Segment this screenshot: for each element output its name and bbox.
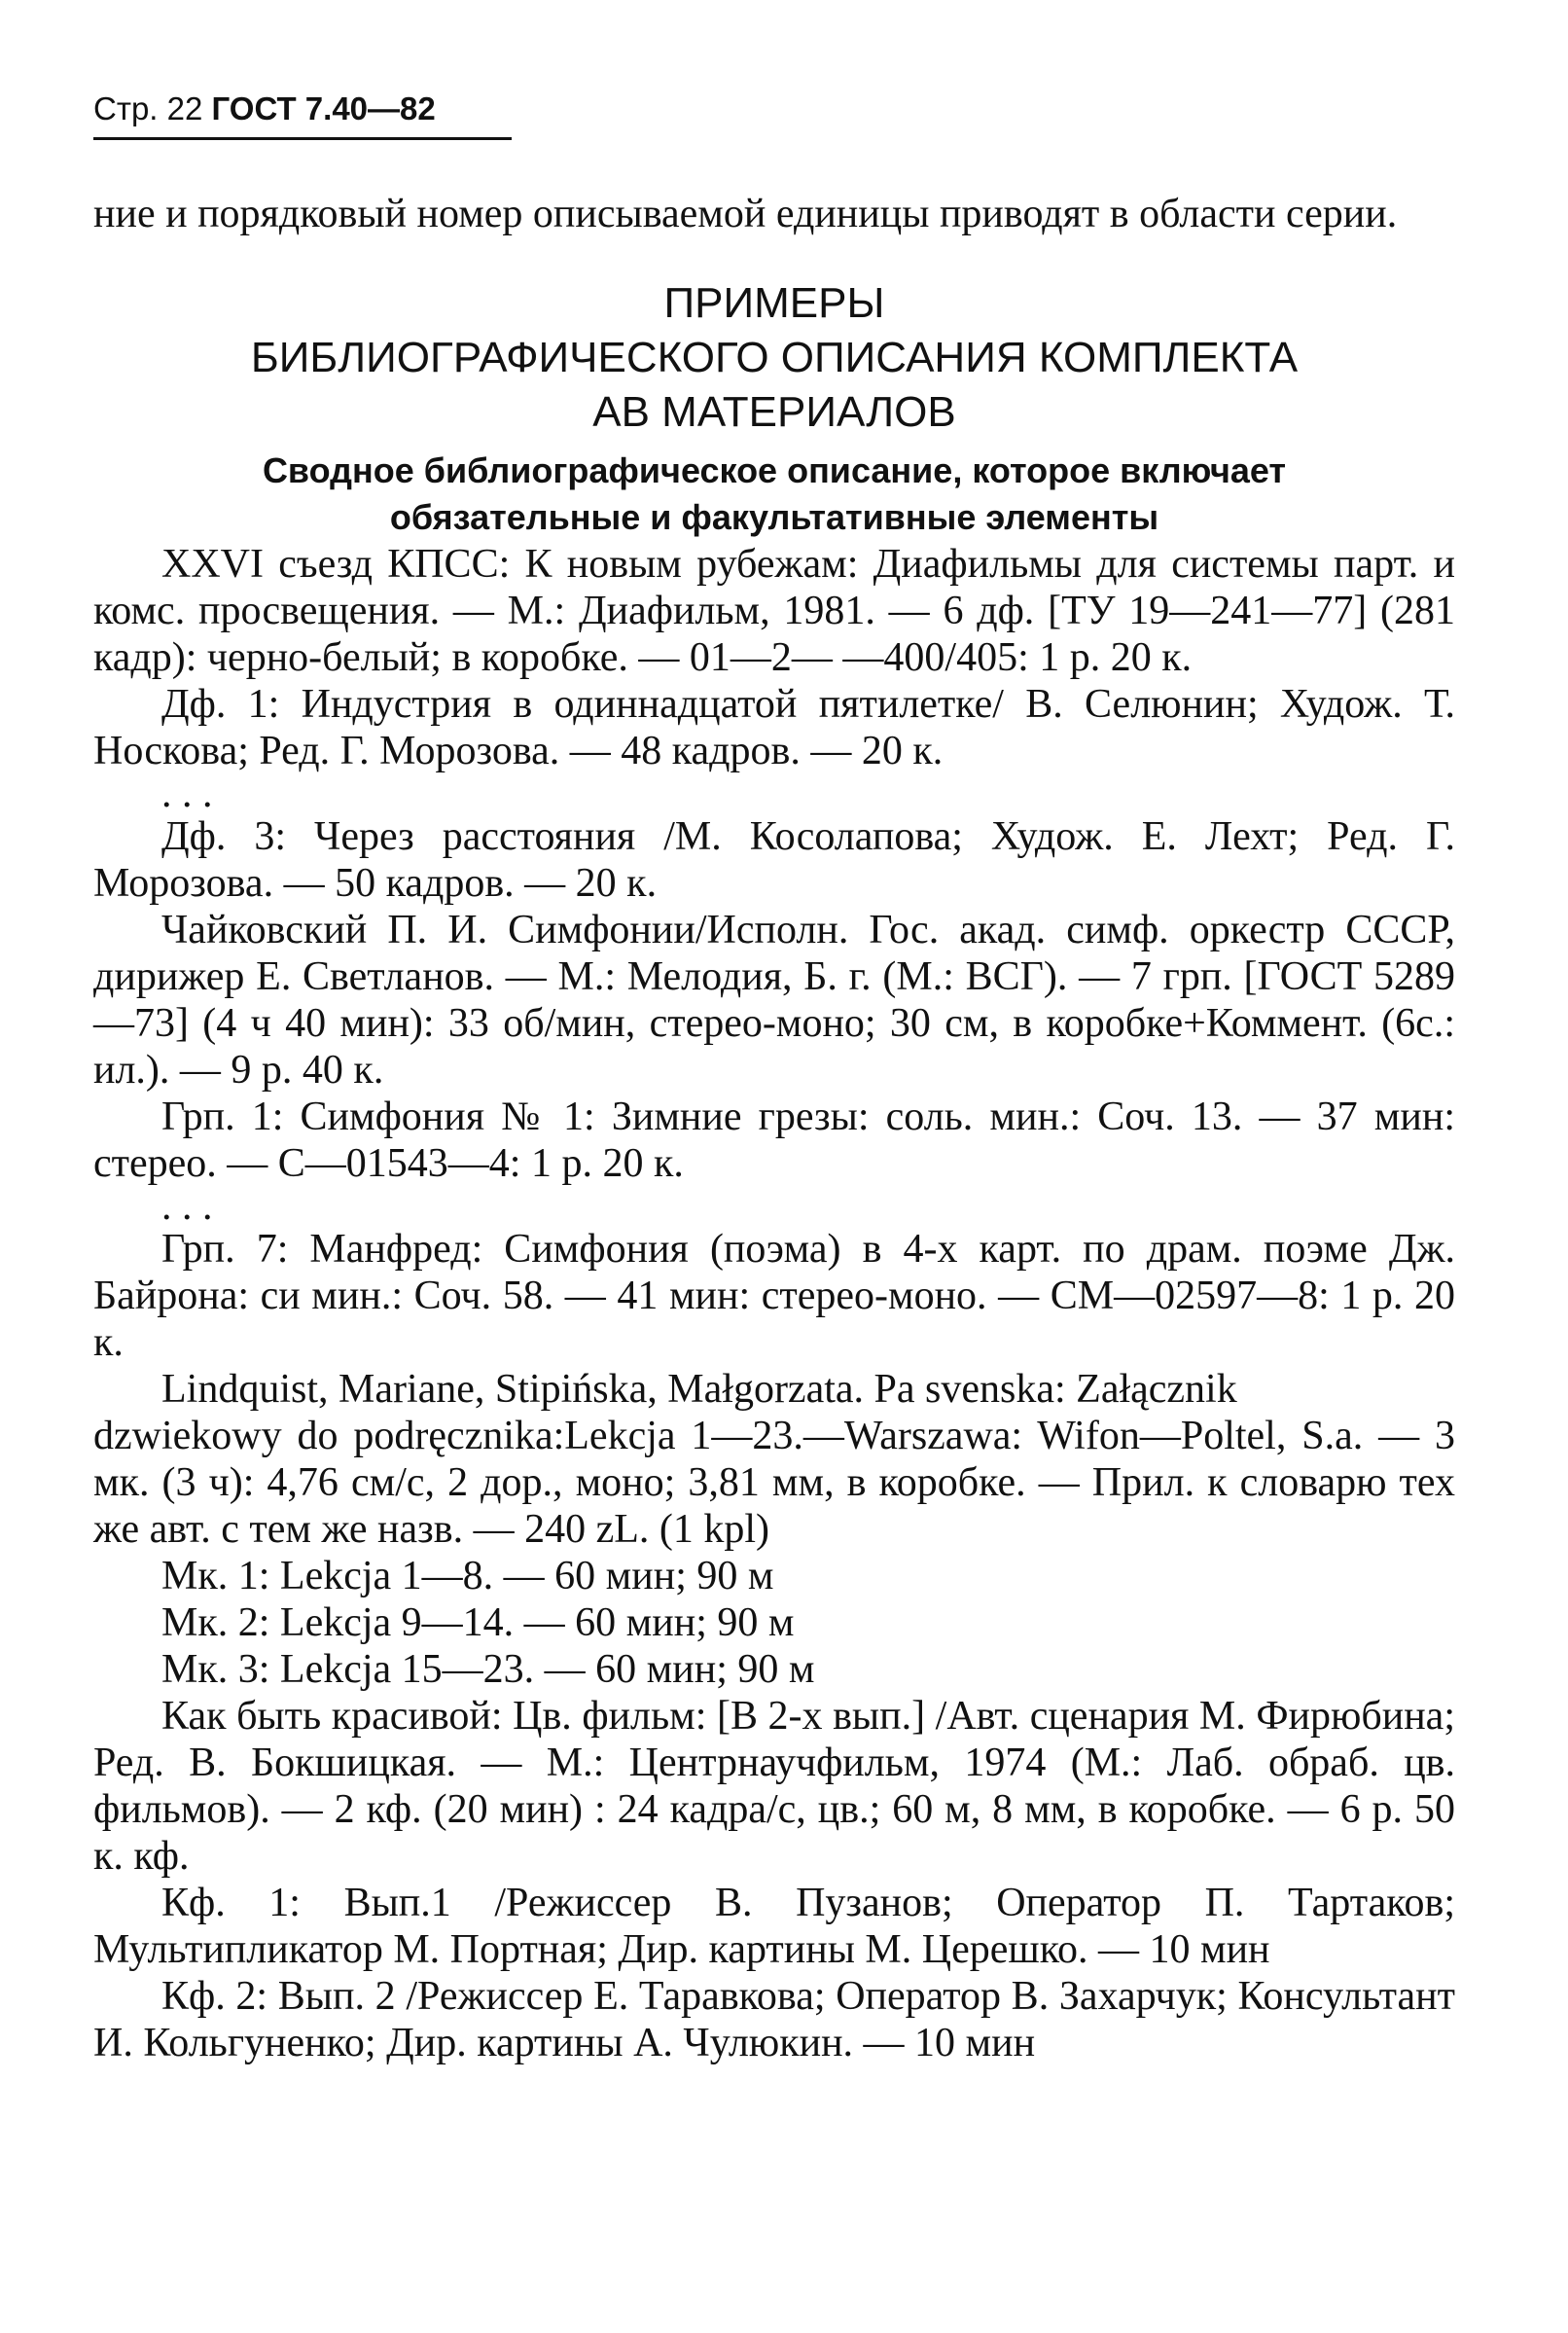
entry-film: Как быть красивой: Цв. фильм: [В 2-х вып.] /Авт. сценария М. Фирюбина; Ред. В. Бокшицкая. — М.: Центрнаучфильм, 1974 (М.: Лаб. обраб. цв. фильмов). — 2 кф. (20 мин) : 24 кадра/с, цв.; 60 м, 8 мм, в коробке. — 6 р. 50 к. кф. (93, 1694, 1455, 1879)
ellipsis: . . . (161, 1184, 213, 1229)
ellipsis: . . . (161, 772, 213, 816)
section-title (93, 276, 1455, 440)
entry-lindquist-heading: Lindquist, Mariane, Stipińska, Małgorzata. Pa svenska: Załącznik (161, 1367, 1237, 1412)
entry-tchaikovsky-record-7: Грп. 7: Манфред: Симфония (поэма) в 4-х карт. по драм. поэме Дж. Байрона: си мин.: Соч. 58. — 41 мин: стерео-моно. — СМ—02597—8: 1 р. 20 к. (93, 1227, 1455, 1365)
entry-filmstrips-part-1: Дф. 1: Индустрия в одиннадцатой пятилетке/ В. Селюнин; Худож. Т. Носкова; Ред. Г. Морозова. — 48 кадров. — 20 к. (93, 682, 1455, 773)
standard-number: ГОСТ 7.40—82 (211, 90, 436, 126)
header-rule (93, 137, 512, 140)
entry-lindquist-cassette-1: Мк. 1: Lekcja 1—8. — 60 мин; 90 м (161, 1554, 774, 1598)
entry-film-part-2: Кф. 2: Вып. 2 /Режиссер Е. Таравкова; Оператор В. Захарчук; Консультант И. Кольгуненко; Дир. картины А. Чулюкин. — 10 мин (93, 1974, 1455, 2065)
section-subtitle-line-2: обязательные и факультативные элементы (389, 497, 1159, 537)
page-number-label: Стр. 22 (93, 90, 203, 126)
page-header (93, 90, 436, 128)
entry-film-part-1: Кф. 1: Вып.1 /Режиссер В. Пузанов; Оператор П. Тартаков; Мультипликатор М. Портная; Дир. картины М. Церешко. — 10 мин (93, 1881, 1455, 1972)
section-subtitle-line-1: Сводное библиографическое описание, которое включает (262, 450, 1287, 490)
section-title-line-3: АВ МАТЕРИАЛОВ (592, 388, 956, 436)
entry-lindquist: dzwiekowy do podręcznika:Lekcja 1—23.—Warszawa: Wifon—Poltel, S.a. — 3 мк. (3 ч): 4,76 см/с, 2 дор., моно; 3,81 мм, в коробке. — Прил. к словарю тех же авт. с тем же назв. — 240 zL. (1 kpl) (93, 1414, 1455, 1552)
entry-filmstrips-part-3: Дф. 3: Через расстояния /М. Косолапова; Худож. Е. Лехт; Ред. Г. Морозова. — 50 кадров. — 20 к. (93, 814, 1455, 906)
entry-lindquist-cassette-3: Мк. 3: Lekcja 15—23. — 60 мин; 90 м (161, 1647, 815, 1692)
entry-filmstrips: XXVI съезд КПСС: К новым рубежам: Диафильмы для системы парт. и комс. просвещения. — М.: Диафильм, 1981. — 6 дф. [ТУ 19—241—77] (281 кадр): черно-белый; в коробке. — 01—2— —400/405: 1 р. 20 к. (93, 542, 1455, 680)
entry-tchaikovsky-record-1: Грп. 1: Симфония № 1: Зимние грезы: соль. мин.: Соч. 13. — 37 мин: стерео. — С—01543—4: 1 р. 20 к. (93, 1095, 1455, 1186)
section-title-line-1: ПРИМЕРЫ (663, 279, 885, 327)
entry-tchaikovsky: Чайковский П. И. Симфонии/Исполн. Гос. акад. симф. оркестр СССР, дирижер Е. Светланов. — М.: Мелодия, Б. г. (М.: ВСГ). — 7 грп. [ГОСТ 5289—73] (4 ч 40 мин): 33 об/мин, стерео-моно; 30 см, в коробке+Коммент. (6с.: ил.). — 9 р. 40 к. (93, 908, 1455, 1093)
section-subtitle (93, 448, 1455, 541)
page-body (93, 191, 1455, 2066)
section-title-line-2: БИБЛИОГРАФИЧЕСКОГО ОПИСАНИЯ КОМПЛЕКТА (250, 334, 1299, 381)
intro-paragraph: ние и порядковый номер описываемой единицы приводят в области серии. (93, 192, 1398, 236)
entry-lindquist-cassette-2: Мк. 2: Lekcja 9—14. — 60 мин; 90 м (161, 1600, 795, 1645)
